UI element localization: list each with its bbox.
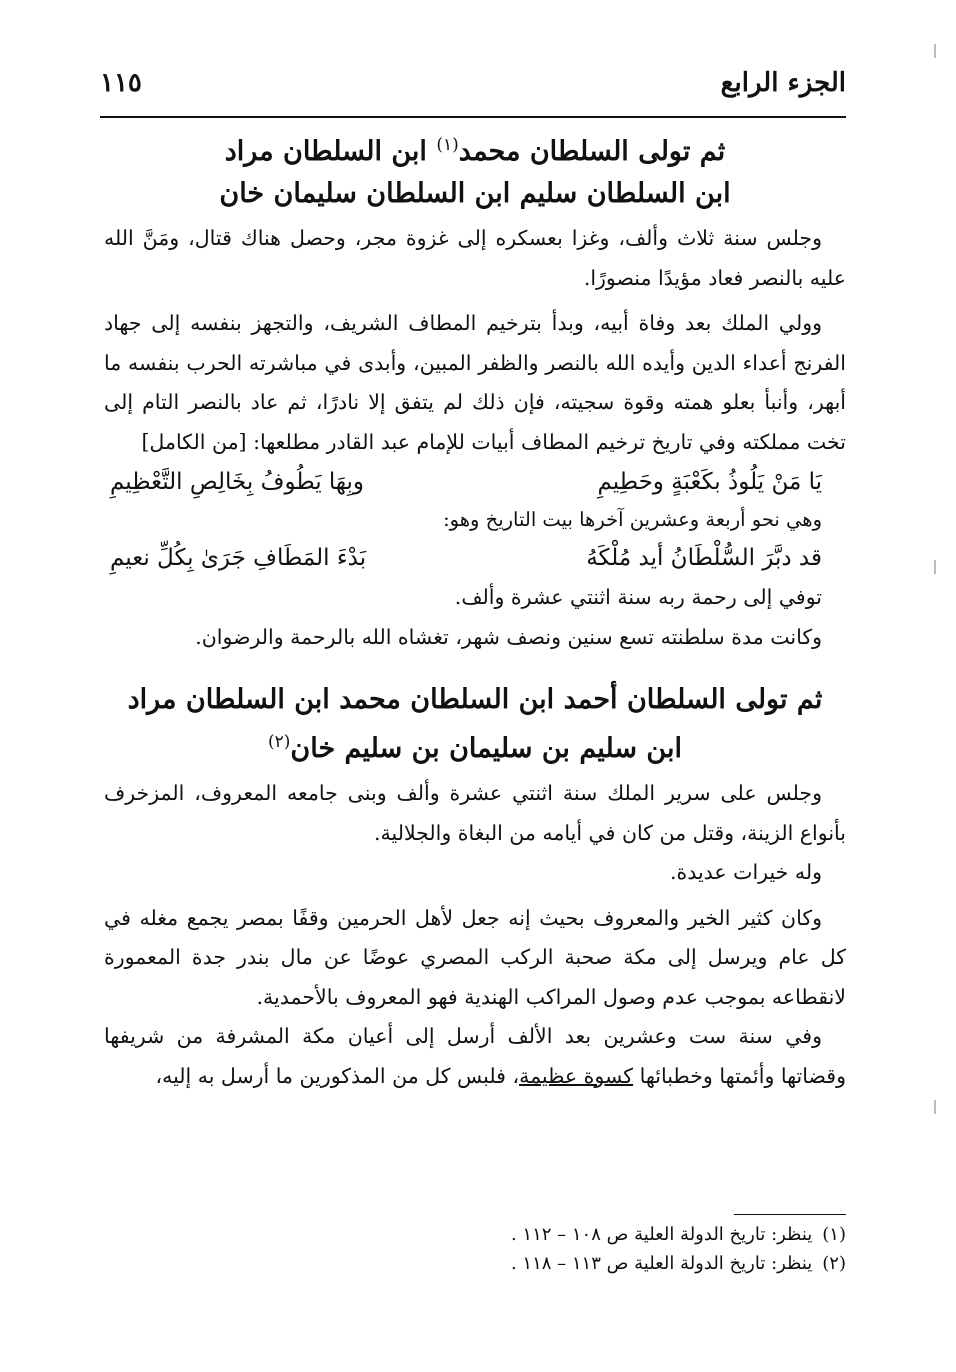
running-header [100,68,846,108]
footnote-ref-2: (٢) [267,732,291,752]
section-2-heading-line-2 [104,721,846,770]
paragraph-throne: وجلس على سرير الملك سنة اثنتي عشرة وألف وبنى جامعه المعروف، المزخرف بأنواع الزينة، وقتل من كان في أيامه من البغاة والجلالية. [104,781,846,845]
reign-length-line: وكانت مدة سلطنته تسع سنين ونصف شهر، تغشاه الله بالرحمة والرضوان. [195,624,822,649]
verse-1-right-hemistich: يَا مَنْ يَلُوذُ بكَعْبَةٍ وحَطِيمِ [597,469,822,495]
heading-text: ثم تولى السلطان محمد [458,136,726,167]
verse-line-2 [104,538,846,578]
verse-1-left-hemistich: وبِهَا يَطُوفُ بِخَالِصِ التَّعْظِيمِ [110,469,365,495]
heading-text: ابن سليم بن سليمان بن سليم خان [290,733,682,764]
footnote-2 [104,1249,846,1278]
paragraph-endowment: وكان كثير الخير والمعروف بحيث إنه جعل لأهل الحرمين وقفًا بمصر يجمع مغله في كل عام ويرسل إلى مكة صحبة الركب المصري عوضًا عن مال بندر جدة المعمورة لانقطاعه بموجب عدم وصول المراكب الهندية فهو المعروف بالأحمدية. [104,905,846,1009]
footnotes [104,1220,846,1278]
scan-edge-mark [934,560,936,574]
verse-2-right-hemistich: قد دبَّرَ السُّلْطَانُ أيد مُلْكَهُ [586,545,822,571]
paragraph-kiswa [104,1017,846,1096]
footnote-mark: (١) [822,1224,846,1245]
scan-edge-mark [934,44,936,58]
paragraph-text: وفي سنة ست وعشرين بعد الألف أرسل إلى أعيان مكة المشرفة من شريفها وقضاتها وأئمتها وخطبائها [104,1024,846,1088]
footnote-text: ينظر: تاريخ الدولة العلية ص ١٠٨ – ١١٢ . [510,1224,813,1245]
footnote-ref-1: (١) [436,135,459,155]
footnote-1 [104,1220,846,1249]
verse-2-left-hemistich: بَدْءَ المَطَافِ جَرَىٰ بِكُلِّ نعيمِ [110,545,367,571]
section-1-heading-line-1 [104,124,846,173]
paragraph-charities: وله خيرات عديدة. [669,860,822,884]
death-line: توفي إلى رحمة ربه سنة اثنتي عشرة وألف. [454,585,822,609]
heading-text: ابن السلطان مراد [224,136,437,167]
verse-line-1 [104,462,846,502]
underlined-phrase: كسوة عظيمة [519,1063,634,1088]
scan-edge-mark [934,1100,936,1114]
verse-note: وهي نحو أربعة وعشرين آخرها بيت التاريخ وهو: [443,508,822,531]
header-rule [100,116,846,118]
section-2-heading [104,679,846,770]
paragraph-accession: وجلس سنة ثلاث وألف، وغزا بعسكره إلى غزوة مجر، وحصل هناك قتال، ومَنَّ الله عليه بالنصر فعاد مؤيدًا منصورًا. [104,226,846,290]
page-number: ١١٥ [100,68,142,98]
section-1-heading-line-2: ابن السلطان سليم ابن السلطان سليمان خان [219,178,731,209]
paragraph-text: ، فلبس كل من المذكورين ما أرسل به إليه، [155,1063,520,1088]
section-1-heading [104,124,846,215]
paragraph-reign: وولي الملك بعد وفاة أبيه، وبدأ بترخيم المطاف الشريف، والتجهز بنفسه إلى جهاد الفرنج أعداء الدين وأيده الله بالنصر والظفر المبين، وأبدى في مباشرته الحرب بنفسه ما أبهر، وأنبأ بعلو همته وقوة سجيته، فإن ذلك لم يتفق إلا نادرًا، ثم عاد بالنصر التام إلى تخت مملكته وفي تاريخ ترخيم المطاف أبيات للإمام عبد القادر مطلعها: [من الكامل] [104,311,846,454]
footnote-rule [734,1214,846,1215]
footnote-text: ينظر: تاريخ الدولة العلية ص ١١٣ – ١١٨ . [510,1253,813,1274]
section-2-heading-line-1: ثم تولى السلطان أحمد ابن السلطان محمد ابن السلطان مراد [127,684,823,715]
part-title: الجزء الرابع [720,68,846,98]
page-body [104,124,846,1096]
footnote-mark: (٢) [822,1253,846,1274]
